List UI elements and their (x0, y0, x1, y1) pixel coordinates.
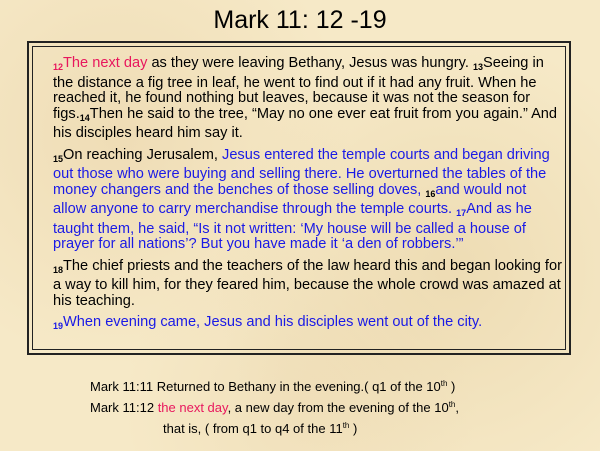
note-text: , (455, 400, 459, 415)
verse-text: as they were leaving Bethany, Jesus was hungry. (147, 55, 473, 71)
note-text: Mark 11:11 Returned to Bethany in the evening.( q1 of the 10 (90, 379, 441, 394)
ordinal-suffix: th (448, 400, 456, 409)
highlight-temple-cleansing: and would not allow anyone to carry merchandise through the temple courts. (53, 181, 527, 217)
highlight-the-next-day: The next day (63, 55, 148, 71)
note-text: ) (447, 379, 456, 394)
ordinal-suffix: th (342, 421, 350, 430)
verse-text: On reaching Jerusalem, (63, 146, 223, 163)
scripture-passage (53, 56, 563, 341)
verse-text: The chief priests and the teachers of the law heard this and began looking for a way to kill him, for they feared him, because the whole crowd was amazed at his teaching. (53, 257, 562, 309)
note-text: ) (349, 421, 358, 436)
ordinal-suffix: th (440, 379, 448, 388)
note-line-3 (90, 417, 590, 438)
note-text: that is, ( from q1 to q4 of the 11 (163, 421, 343, 436)
slide-title: Mark 11: 12 -19 (213, 6, 387, 34)
note-text: , a new day from the evening of the 10 (227, 400, 449, 415)
paragraph-verse-19 (53, 315, 563, 335)
verse-number-18: 18 (53, 264, 64, 275)
paragraph-verses-12-14 (53, 56, 563, 142)
verse-number-14: 14 (79, 112, 90, 123)
paragraph-verse-18 (53, 259, 563, 310)
verse-number-12: 12 (53, 62, 64, 72)
verse-text: Then he said to the tree, “May no one ever eat fruit from you again.” And his disciples heard him say it. (53, 105, 558, 141)
note-line-2 (90, 396, 590, 417)
verse-number-13: 13 (472, 62, 483, 72)
highlight-evening: When evening came, Jesus and his disciples went out of the city. (63, 314, 483, 330)
paragraph-verses-15-17 (53, 148, 563, 253)
timeline-notes (90, 375, 590, 438)
verse-number-17: 17 (456, 208, 467, 218)
note-line-1 (90, 375, 590, 396)
verse-number-16: 16 (425, 188, 436, 199)
highlight-the-next-day: the next day (157, 400, 228, 415)
highlight-teaching: And as he taught them, he said, “Is it not written: ‘My house will be called a house of prayer for all nations’? But you have made it ‘a den of robbers.’” (53, 201, 532, 252)
verse-number-15: 15 (53, 153, 64, 164)
note-text: Mark 11:12 (90, 400, 158, 415)
highlight-temple-cleansing: Jesus entered the temple courts and began driving out those who were buying and selling there. He overturned the tables of the money changers and the benches of those selling doves, (53, 146, 550, 198)
verse-text: Seeing in the distance a fig tree in leaf, he went to find out if it had any fruit. When he reached it, he found nothing but leaves, because it was not the season for figs. (53, 55, 544, 122)
verse-number-19: 19 (53, 321, 64, 331)
